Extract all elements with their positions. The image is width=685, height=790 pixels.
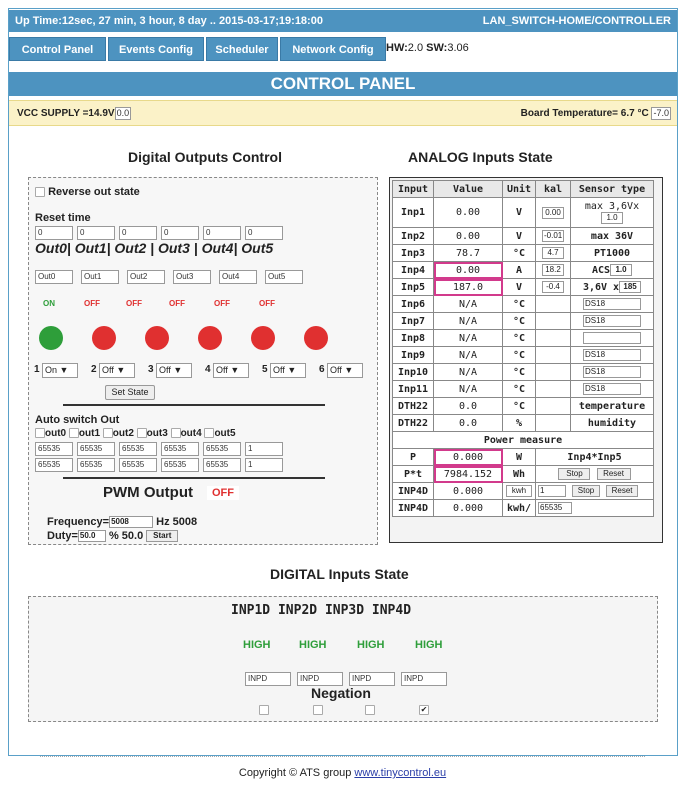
out4-led bbox=[251, 326, 275, 350]
reset-time-input[interactable]: 0 bbox=[161, 226, 199, 240]
digital-input-name-field[interactable]: INPD bbox=[297, 672, 343, 686]
auto-out-checkbox[interactable] bbox=[103, 428, 113, 438]
stop-button[interactable]: Stop bbox=[572, 485, 600, 497]
inp1d-state: HIGH bbox=[243, 639, 271, 651]
digital-input-names: INP1D INP2D INP3D INP4D bbox=[231, 603, 412, 618]
sensor-name-input[interactable]: DS18 bbox=[583, 349, 641, 361]
select-number: 4 bbox=[205, 364, 211, 375]
tab-control-panel[interactable]: Control Panel bbox=[9, 37, 106, 61]
auto-switch-input[interactable]: 65535 bbox=[119, 458, 157, 472]
auto-switch-input[interactable]: 65535 bbox=[203, 458, 241, 472]
auto-switch-label: Auto switch Out bbox=[35, 414, 120, 426]
reset-time-input[interactable]: 0 bbox=[203, 226, 241, 240]
negation-checkbox[interactable] bbox=[365, 705, 375, 715]
auto-switch-input[interactable]: 65535 bbox=[161, 458, 199, 472]
output-name-input[interactable]: Out2 bbox=[127, 270, 165, 284]
digital-inputs-panel bbox=[28, 596, 658, 722]
digital-outputs-panel bbox=[28, 177, 378, 545]
duty-row: Duty= 50.0 % 50.0 Start bbox=[47, 530, 178, 542]
output-name-input[interactable]: Out0 bbox=[35, 270, 73, 284]
table-row: DTH22 0.0 % humidity bbox=[393, 415, 654, 432]
sensor-name-input[interactable] bbox=[583, 332, 641, 344]
power-value: 0.000 bbox=[434, 449, 503, 466]
status-bar bbox=[9, 10, 677, 32]
kal-input[interactable]: 18.2 bbox=[542, 264, 564, 276]
auto-switch-input[interactable]: 65535 bbox=[77, 442, 115, 456]
reverse-checkbox[interactable] bbox=[35, 187, 45, 197]
out3-led bbox=[198, 326, 222, 350]
out5-select[interactable]: Off ▼ bbox=[327, 363, 363, 378]
select-number: 1 bbox=[34, 364, 40, 375]
divider bbox=[63, 404, 325, 406]
auto-switch-input[interactable]: 65535 bbox=[119, 442, 157, 456]
table-row: Inp1 0.00 V 0.00 max 3,6Vx 1.0 bbox=[393, 198, 654, 228]
output-name-input[interactable]: Out5 bbox=[265, 270, 303, 284]
stop-button[interactable]: Stop bbox=[558, 468, 590, 480]
out2-select[interactable]: Off ▼ bbox=[156, 363, 192, 378]
out0-select[interactable]: On ▼ bbox=[42, 363, 78, 378]
table-row: Inp8 N/A °C bbox=[393, 330, 654, 347]
out4-select[interactable]: Off ▼ bbox=[270, 363, 306, 378]
pwm-state: OFF bbox=[207, 486, 239, 500]
pwm-output-label: PWM Output bbox=[103, 484, 193, 501]
auto-out-checkbox[interactable] bbox=[69, 428, 79, 438]
kal-input[interactable]: 4.7 bbox=[542, 247, 564, 259]
auto-switch-input[interactable]: 65535 bbox=[161, 442, 199, 456]
auto-switch-input[interactable]: 1 bbox=[245, 458, 283, 472]
table-row: INP4D 0.000 kwh/ 65535 bbox=[393, 500, 654, 517]
auto-out-checkbox[interactable] bbox=[204, 428, 214, 438]
tab-scheduler[interactable]: Scheduler bbox=[206, 37, 278, 61]
footer-divider bbox=[40, 756, 645, 757]
inp4-value: 0.00 bbox=[434, 262, 503, 279]
digital-input-name-field[interactable]: INPD bbox=[349, 672, 395, 686]
board-temperature: Board Temperature= 6.7 °C -7.0 bbox=[520, 108, 669, 120]
out1-state: OFF bbox=[84, 299, 100, 308]
out0-state: ON bbox=[43, 299, 55, 308]
frequency-input[interactable]: 5008 bbox=[109, 516, 153, 528]
column-header: kal bbox=[536, 181, 571, 198]
vcc-supply: VCC SUPPLY =14.9V 0.0 bbox=[17, 108, 130, 120]
supply-bar bbox=[9, 100, 677, 126]
set-state-button[interactable]: Set State bbox=[105, 385, 155, 400]
out0-led bbox=[39, 326, 63, 350]
negation-checkbox[interactable] bbox=[313, 705, 323, 715]
auto-switch-input[interactable]: 1 bbox=[245, 442, 283, 456]
sensor-name-input[interactable]: DS18 bbox=[583, 298, 641, 310]
output-name-input[interactable]: Out3 bbox=[173, 270, 211, 284]
inp2d-state: HIGH bbox=[299, 639, 327, 651]
dropdown-arrow-icon: ▼ bbox=[287, 365, 297, 375]
out1-select[interactable]: Off ▼ bbox=[99, 363, 135, 378]
reset-time-input[interactable]: 0 bbox=[35, 226, 73, 240]
auto-switch-input[interactable]: 65535 bbox=[77, 458, 115, 472]
sensor-input[interactable]: 1.0 bbox=[601, 212, 623, 224]
footer: Copyright © ATS group www.tinycontrol.eu bbox=[238, 767, 447, 779]
table-row: Inp9 N/A °C DS18 bbox=[393, 347, 654, 364]
dropdown-arrow-icon: ▼ bbox=[173, 365, 183, 375]
table-header bbox=[393, 181, 654, 198]
table-row: Inp5 187.0 V -0.4 3,6V x 185 bbox=[393, 279, 654, 296]
digital-outputs-heading: Digital Outputs Control bbox=[128, 149, 282, 165]
sensor-input[interactable]: 1.0 bbox=[610, 264, 632, 276]
sensor-name-input[interactable]: DS18 bbox=[583, 383, 641, 395]
sensor-name-input[interactable]: DS18 bbox=[583, 315, 641, 327]
reset-time-input[interactable]: 0 bbox=[77, 226, 115, 240]
kal-input[interactable]: -0.4 bbox=[542, 281, 564, 293]
table-row: INP4D 0.000 kwh 1 Stop Reset bbox=[393, 483, 654, 500]
out5-state: OFF bbox=[259, 299, 275, 308]
table-row: Inp2 0.00 V -0.01 max 36V bbox=[393, 228, 654, 245]
kal-input[interactable]: 1 bbox=[538, 485, 566, 497]
sensor-input[interactable]: 185 bbox=[619, 281, 641, 293]
digital-input-name-field[interactable]: INPD bbox=[401, 672, 447, 686]
inp5-value: 187.0 bbox=[434, 279, 503, 296]
table-row: Inp7 N/A °C DS18 bbox=[393, 313, 654, 330]
output-name-input[interactable]: Out4 bbox=[219, 270, 257, 284]
hw-sw-version: HW:2.0 SW:3.06 bbox=[386, 42, 469, 54]
out5-led bbox=[304, 326, 328, 350]
table-row: Inp10 N/A °C DS18 bbox=[393, 364, 654, 381]
device-name: LAN_SWITCH-HOME/CONTROLLER bbox=[482, 15, 671, 27]
reset-button[interactable]: Reset bbox=[606, 485, 638, 497]
board-temp-input[interactable]: -7.0 bbox=[653, 108, 669, 118]
output-name-input[interactable]: Out1 bbox=[81, 270, 119, 284]
auto-switch-input[interactable]: 65535 bbox=[203, 442, 241, 456]
select-number: 6 bbox=[319, 364, 325, 375]
dropdown-arrow-icon: ▼ bbox=[59, 365, 69, 375]
inp4d-state: HIGH bbox=[415, 639, 443, 651]
out2-state: OFF bbox=[126, 299, 142, 308]
auto-switch-checkboxes: out0 out1 out2 out3 out4 out5 bbox=[35, 428, 236, 439]
unit-input[interactable]: kwh bbox=[506, 485, 532, 497]
select-number: 2 bbox=[91, 364, 97, 375]
negation-checkbox[interactable] bbox=[259, 705, 269, 715]
dropdown-arrow-icon: ▼ bbox=[116, 365, 126, 375]
auto-switch-input[interactable]: 65535 bbox=[35, 442, 73, 456]
reset-time-label: Reset time bbox=[35, 212, 91, 224]
footer-link[interactable]: www.tinycontrol.eu bbox=[354, 767, 447, 779]
kal-input[interactable]: 65535 bbox=[538, 502, 572, 514]
reset-button[interactable]: Reset bbox=[597, 468, 631, 480]
sensor-name-input[interactable]: DS18 bbox=[583, 366, 641, 378]
digital-inputs-heading: DIGITAL Inputs State bbox=[270, 566, 409, 582]
analog-inputs-heading: ANALOG Inputs State bbox=[408, 149, 553, 165]
analog-table bbox=[392, 180, 654, 517]
auto-switch-input[interactable]: 65535 bbox=[35, 458, 73, 472]
reset-time-input[interactable]: 0 bbox=[245, 226, 283, 240]
out3-state: OFF bbox=[169, 299, 185, 308]
divider bbox=[63, 477, 325, 479]
duty-input[interactable]: 50.0 bbox=[78, 530, 106, 542]
negation-checkbox-checked[interactable]: ✔ bbox=[420, 705, 428, 714]
out1-led bbox=[92, 326, 116, 350]
table-row: Inp11 N/A °C DS18 bbox=[393, 381, 654, 398]
page-title: CONTROL PANEL bbox=[9, 72, 677, 96]
dropdown-arrow-icon: ▼ bbox=[344, 365, 354, 375]
auto-out-checkbox[interactable] bbox=[35, 428, 45, 438]
column-header: Value bbox=[434, 181, 503, 198]
auto-out-checkbox[interactable] bbox=[171, 428, 181, 438]
table-row: Inp3 78.7 °C 4.7 PT1000 bbox=[393, 245, 654, 262]
kal-input[interactable]: 0.00 bbox=[542, 207, 564, 219]
table-row: Inp4 0.00 A 18.2 ACS 1.0 bbox=[393, 262, 654, 279]
auto-out-checkbox[interactable] bbox=[137, 428, 147, 438]
tab-network-config[interactable]: Network Config bbox=[280, 37, 386, 61]
kal-input[interactable]: -0.01 bbox=[544, 231, 563, 240]
select-number: 3 bbox=[148, 364, 154, 375]
table-row: P 0.000 W Inp4*Inp5 bbox=[393, 449, 654, 466]
dropdown-arrow-icon: ▼ bbox=[230, 365, 240, 375]
energy-value: 7984.152 bbox=[434, 466, 503, 483]
column-header: Unit bbox=[503, 181, 536, 198]
negation-label: Negation bbox=[311, 685, 371, 701]
column-header: Sensor type bbox=[571, 181, 654, 198]
select-number: 5 bbox=[262, 364, 268, 375]
table-row: DTH22 0.0 °C temperature bbox=[393, 398, 654, 415]
frequency-row: Frequency= 5008 Hz 5008 bbox=[47, 516, 198, 528]
power-measure-row: Power measure bbox=[393, 432, 654, 449]
reverse-out-state: Reverse out state bbox=[35, 186, 140, 198]
table-row: Inp6 N/A °C DS18 bbox=[393, 296, 654, 313]
reset-time-input[interactable]: 0 bbox=[119, 226, 157, 240]
out4-state: OFF bbox=[214, 299, 230, 308]
uptime-text: Up Time:12sec, 27 min, 3 hour, 8 day .. 2015-03-17;19:18:00 bbox=[15, 15, 323, 27]
out2-led bbox=[145, 326, 169, 350]
inp3d-state: HIGH bbox=[357, 639, 385, 651]
vcc-input[interactable]: 0.0 bbox=[116, 108, 130, 118]
start-button[interactable]: Start bbox=[146, 530, 178, 542]
column-header: Input bbox=[393, 181, 434, 198]
digital-input-name-field[interactable]: INPD bbox=[245, 672, 291, 686]
table-row: P*t 7984.152 Wh Stop Reset bbox=[393, 466, 654, 483]
tab-events-config[interactable]: Events Config bbox=[108, 37, 204, 61]
output-labels: Out0| Out1| Out2 | Out3 | Out4| Out5 bbox=[35, 240, 274, 256]
out3-select[interactable]: Off ▼ bbox=[213, 363, 249, 378]
